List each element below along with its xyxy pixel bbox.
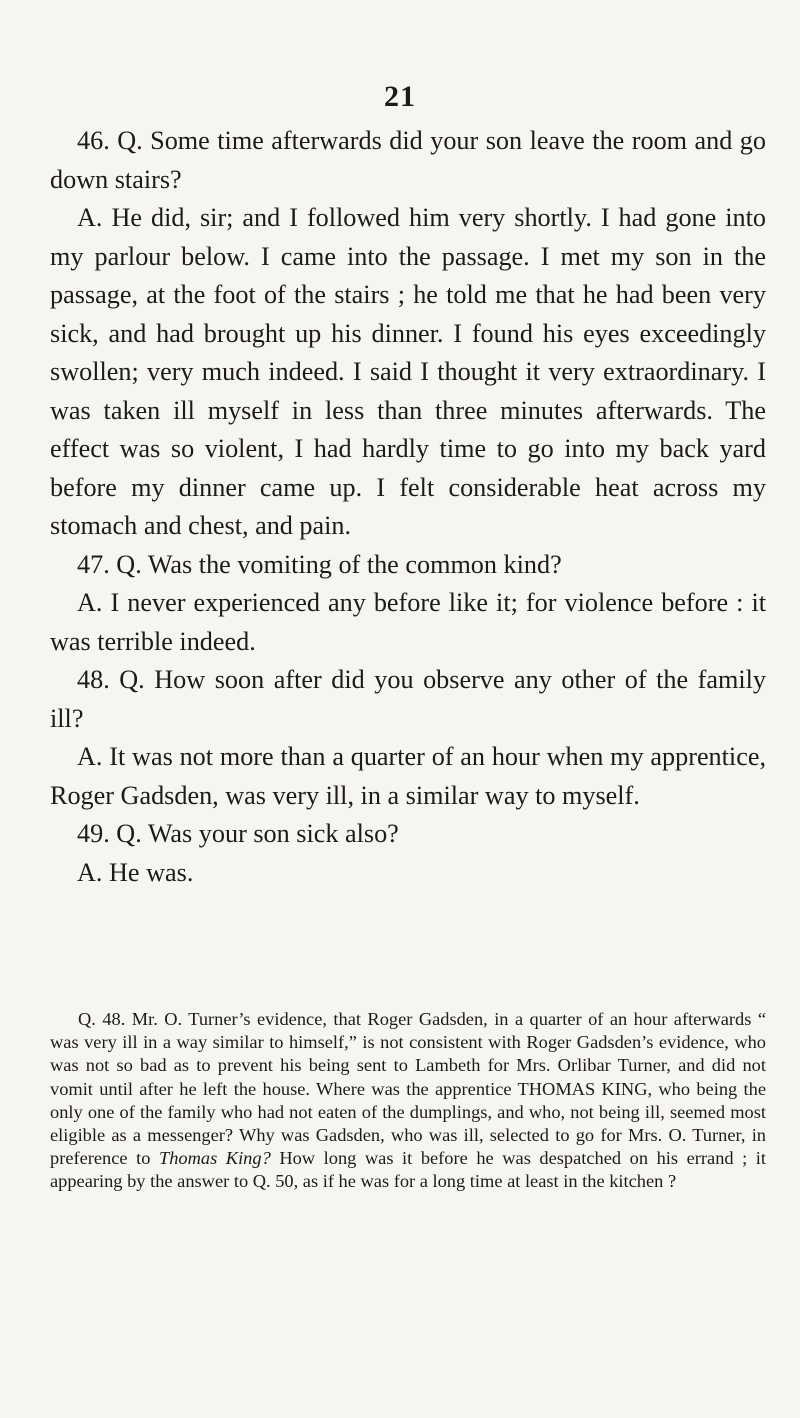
answer-46: A. He did, sir; and I followed him very shortly. I had gone into my parlour below. I came into the passage. I met my son in the passage, at the foot of the stairs ; he told me that he had been very sick, and had brought up his dinner. I found his eyes exceedingly swollen; very much indeed. I said I thought it very extraordinary. I was taken ill myself in less than three minutes afterwards. The effect was so violent, I had hardly time to go into my back yard before my dinner came up. I felt considerable heat across my stomach and chest, and pain. <box>50 203 766 540</box>
question-48: 48. Q. How soon after did you observe any other of the family ill? <box>50 665 766 733</box>
question-49: 49. Q. Was your son sick also? <box>77 819 399 848</box>
note-text-start: Q. 48. Mr. O. Turner’s evidence, that Roger Gadsden, in a quarter of an hour afterwards “ was very ill in a way similar to himself,” is not consistent with Roger Gadsden’s evidence, who was not so bad as to prevent his being sent to Lambeth for Mrs. Orlibar Turner, and did not vomit until after he left the house. Where was the apprentice THOMAS KING, who being the only one of the family who had not eaten of the dumplings, and who, not being ill, seemed most eligible as a messenger? Why was Gadsden, who was ill, selected to go for Mrs. O. Turner, in preference to <box>50 1009 766 1169</box>
question-46: 46. Q. Some time afterwards did your son leave the room and go down stairs? <box>50 126 766 194</box>
answer-47: A. I never experienced any before like it; for violence before : it was terrible indeed. <box>50 588 766 656</box>
note-paragraph <box>50 1008 766 1194</box>
commentary-note <box>50 1008 766 1194</box>
page-number: 21 <box>384 80 416 113</box>
question-47: 47. Q. Was the vomiting of the common kind? <box>77 549 562 579</box>
answer-49: A. He was. <box>77 857 194 887</box>
testimony-section <box>50 122 766 892</box>
note-italic-name: Thomas King? <box>159 1148 271 1169</box>
answer-48: A. It was not more than a quarter of an hour when my apprentice, Roger Gadsden, was very ill, in a similar way to myself. <box>50 742 766 810</box>
note-text-end: How long was it before he was despatched on his errand ; it appearing by the answer to Q. 50, as if he was for a long time at least in the kitchen ? <box>50 1148 767 1192</box>
